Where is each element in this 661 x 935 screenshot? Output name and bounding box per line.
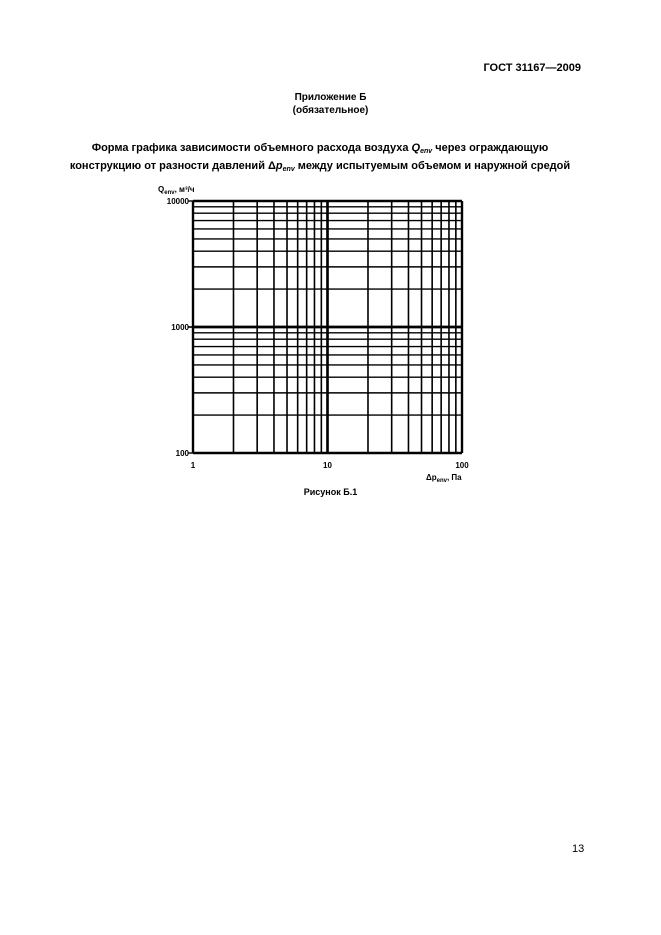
annex-title: Приложение Б (294, 92, 367, 103)
figure-label: Рисунок Б.1 (303, 487, 358, 497)
chart-grid (188, 201, 462, 453)
x-axis-label-unit: , Па (446, 473, 462, 482)
x-tick-label: 10 (323, 461, 332, 470)
y-axis-label-unit: , м³/ч (174, 185, 195, 194)
y-axis-label (158, 185, 195, 196)
x-axis-label-subscript: env (436, 478, 447, 484)
caption-q-symbol: Q (411, 142, 421, 154)
caption-q-subscript: env (420, 148, 433, 155)
caption-text-4: между испытуемым объемом и наружной средой (294, 160, 571, 172)
x-axis-label (426, 473, 462, 484)
x-axis-label-symbol: Δp (426, 473, 437, 482)
standard-number: ГОСТ 31167—2009 (483, 62, 581, 74)
caption-text-3: конструкцию от разности давлений Δ (69, 160, 276, 172)
annex-status: (обязательное) (292, 105, 369, 116)
caption-p-symbol: p (275, 160, 283, 172)
y-tick-label: 100 (175, 449, 189, 458)
caption-text-2: через ограждающую (432, 142, 549, 154)
y-axis-label-subscript: env (164, 190, 175, 196)
y-axis-label-symbol: Q (158, 185, 165, 194)
x-tick-label: 100 (455, 461, 469, 470)
chart-tick-labels (167, 197, 469, 470)
caption-text-1: Форма графика зависимости объемного расхода воздуха (91, 142, 412, 154)
y-tick-label: 10000 (166, 197, 189, 206)
x-tick-label: 1 (190, 461, 196, 470)
caption-p-subscript: env (282, 166, 295, 173)
page-number: 13 (572, 843, 585, 855)
y-tick-label: 1000 (171, 323, 189, 332)
